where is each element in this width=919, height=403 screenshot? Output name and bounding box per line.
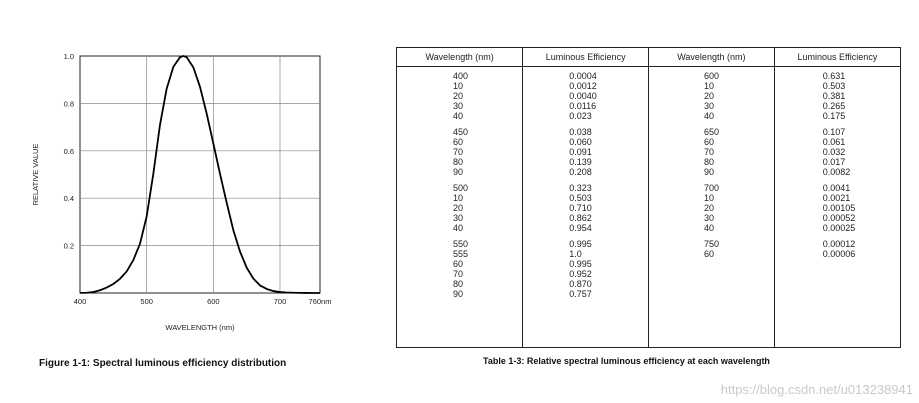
efficiency-cell: 0.00025 <box>822 223 856 233</box>
wavelength-cell: 70 <box>453 147 464 157</box>
header-efficiency-2: Luminous Efficiency <box>774 48 900 67</box>
efficiency-cell: 0.175 <box>822 111 846 121</box>
wavelength-cell: 650 <box>704 127 720 137</box>
wavelength-cell: 10 <box>453 193 464 203</box>
x-axis-label: WAVELENGTH (nm) <box>165 323 235 332</box>
wavelength-group <box>649 183 774 233</box>
wavelength-cell: 600 <box>704 71 720 81</box>
luminous-efficiency-curve <box>80 56 320 293</box>
efficiency-cell: 0.107 <box>822 127 846 137</box>
efficiency-group <box>523 127 648 177</box>
efficiency-cell: 0.091 <box>569 147 592 157</box>
wavelength-group <box>397 71 522 121</box>
wavelength-cell: 80 <box>704 157 715 167</box>
wavelength-column-left <box>397 67 523 348</box>
wavelength-cell: 40 <box>453 111 464 121</box>
wavelength-cell: 30 <box>704 101 715 111</box>
wavelength-cell: 20 <box>704 203 715 213</box>
wavelength-cell: 30 <box>453 101 464 111</box>
efficiency-cell: 0.503 <box>569 193 592 203</box>
efficiency-cell: 0.017 <box>822 157 846 167</box>
y-tick-label: 0.6 <box>63 146 74 156</box>
efficiency-group <box>775 71 900 121</box>
x-tick-label: 500 <box>140 297 153 306</box>
efficiency-cell: 0.710 <box>569 203 592 213</box>
wavelength-cell: 550 <box>453 239 469 249</box>
y-axis-label: RELATIVE VALUE <box>31 143 40 206</box>
plot-frame <box>80 56 320 293</box>
luminous-efficiency-table <box>396 47 901 348</box>
efficiency-cell: 0.139 <box>569 157 592 167</box>
wavelength-cell: 30 <box>704 213 715 223</box>
efficiency-cell: 0.0040 <box>569 91 597 101</box>
efficiency-cell: 0.0012 <box>569 81 597 91</box>
wavelength-cell: 450 <box>453 127 469 137</box>
wavelength-cell: 555 <box>453 249 469 259</box>
wavelength-cell: 10 <box>704 81 715 91</box>
wavelength-cell: 10 <box>704 193 715 203</box>
efficiency-cell: 0.870 <box>569 279 592 289</box>
efficiency-cell: 0.0041 <box>822 183 851 193</box>
wavelength-cell: 10 <box>453 81 464 91</box>
efficiency-cell: 0.381 <box>822 91 846 101</box>
efficiency-cell: 0.862 <box>569 213 592 223</box>
figure-caption: Figure 1-1: Spectral luminous efficiency distribution <box>39 358 287 369</box>
efficiency-cell: 0.00012 <box>822 239 856 249</box>
y-tick-label: 1.0 <box>63 52 74 61</box>
efficiency-cell: 0.0021 <box>822 193 851 203</box>
wavelength-cell: 90 <box>704 167 715 177</box>
efficiency-group <box>775 183 900 233</box>
wavelength-column-right <box>649 67 775 348</box>
wavelength-cell: 90 <box>453 167 464 177</box>
wavelength-cell: 40 <box>704 223 715 233</box>
watermark: https://blog.csdn.net/u013238941 <box>720 382 913 397</box>
wavelength-cell: 70 <box>704 147 715 157</box>
wavelength-cell: 60 <box>453 137 464 147</box>
efficiency-cell: 0.952 <box>569 269 592 279</box>
wavelength-cell: 500 <box>453 183 469 193</box>
efficiency-cell: 0.954 <box>569 223 592 233</box>
header-wavelength-2: Wavelength (nm) <box>649 48 775 67</box>
wavelength-cell: 80 <box>453 157 464 167</box>
efficiency-cell: 0.060 <box>569 137 592 147</box>
efficiency-cell: 1.0 <box>569 249 582 259</box>
x-tick-label: 760nm <box>308 297 332 306</box>
efficiency-cell: 0.0082 <box>822 167 851 177</box>
efficiency-cell: 0.0116 <box>569 101 597 111</box>
efficiency-cell: 0.631 <box>822 71 846 81</box>
efficiency-cell: 0.00006 <box>822 249 856 259</box>
spectral-efficiency-figure <box>0 0 380 403</box>
wavelength-cell: 60 <box>704 137 715 147</box>
y-tick-label: 0.4 <box>63 194 74 204</box>
wavelength-cell: 20 <box>453 91 464 101</box>
efficiency-cell: 0.265 <box>822 101 846 111</box>
efficiency-cell: 0.032 <box>822 147 846 157</box>
wavelength-cell: 90 <box>453 289 464 299</box>
wavelength-group <box>397 183 522 233</box>
wavelength-group <box>397 239 522 299</box>
efficiency-cell: 0.00105 <box>822 203 856 213</box>
efficiency-group <box>523 239 648 299</box>
y-tick-label: 0.2 <box>63 241 74 251</box>
x-tick-label: 400 <box>73 297 87 306</box>
wavelength-cell: 400 <box>453 71 469 81</box>
wavelength-group <box>649 127 774 177</box>
wavelength-cell: 60 <box>453 259 464 269</box>
header-efficiency-1: Luminous Efficiency <box>523 48 649 67</box>
wavelength-cell: 40 <box>453 223 464 233</box>
efficiency-cell: 0.061 <box>822 137 846 147</box>
wavelength-cell: 20 <box>453 203 464 213</box>
table-caption: Table 1-3: Relative spectral luminous efficiency at each wavelength <box>483 356 770 366</box>
wavelength-cell: 20 <box>704 91 715 101</box>
efficiency-column-right <box>774 67 900 348</box>
x-tick-label: 600 <box>207 297 220 306</box>
efficiency-group <box>523 71 648 121</box>
header-wavelength-1: Wavelength (nm) <box>397 48 523 67</box>
efficiency-group <box>775 127 900 177</box>
spectral-efficiency-chart <box>0 0 380 360</box>
efficiency-group <box>523 183 648 233</box>
x-tick-label: 700 <box>273 297 287 306</box>
wavelength-cell: 700 <box>704 183 720 193</box>
efficiency-cell: 0.323 <box>569 183 592 193</box>
efficiency-table <box>397 48 900 347</box>
efficiency-cell: 0.757 <box>569 289 592 299</box>
efficiency-cell: 0.208 <box>569 167 592 177</box>
wavelength-group <box>397 127 522 177</box>
efficiency-cell: 0.995 <box>569 239 592 249</box>
wavelength-group <box>649 239 774 259</box>
wavelength-cell: 30 <box>453 213 464 223</box>
wavelength-cell: 70 <box>453 269 464 279</box>
wavelength-cell: 80 <box>453 279 464 289</box>
efficiency-column-left <box>523 67 649 348</box>
efficiency-cell: 0.995 <box>569 259 592 269</box>
wavelength-cell: 40 <box>704 111 715 121</box>
efficiency-group <box>775 239 900 259</box>
wavelength-cell: 750 <box>704 239 720 249</box>
wavelength-cell: 60 <box>704 249 715 259</box>
efficiency-cell: 0.00052 <box>822 213 856 223</box>
y-tick-label: 0.8 <box>63 99 74 109</box>
wavelength-group <box>649 71 774 121</box>
efficiency-cell: 0.503 <box>822 81 846 91</box>
efficiency-cell: 0.023 <box>569 111 592 121</box>
efficiency-cell: 0.0004 <box>569 71 597 81</box>
efficiency-cell: 0.038 <box>569 127 592 137</box>
